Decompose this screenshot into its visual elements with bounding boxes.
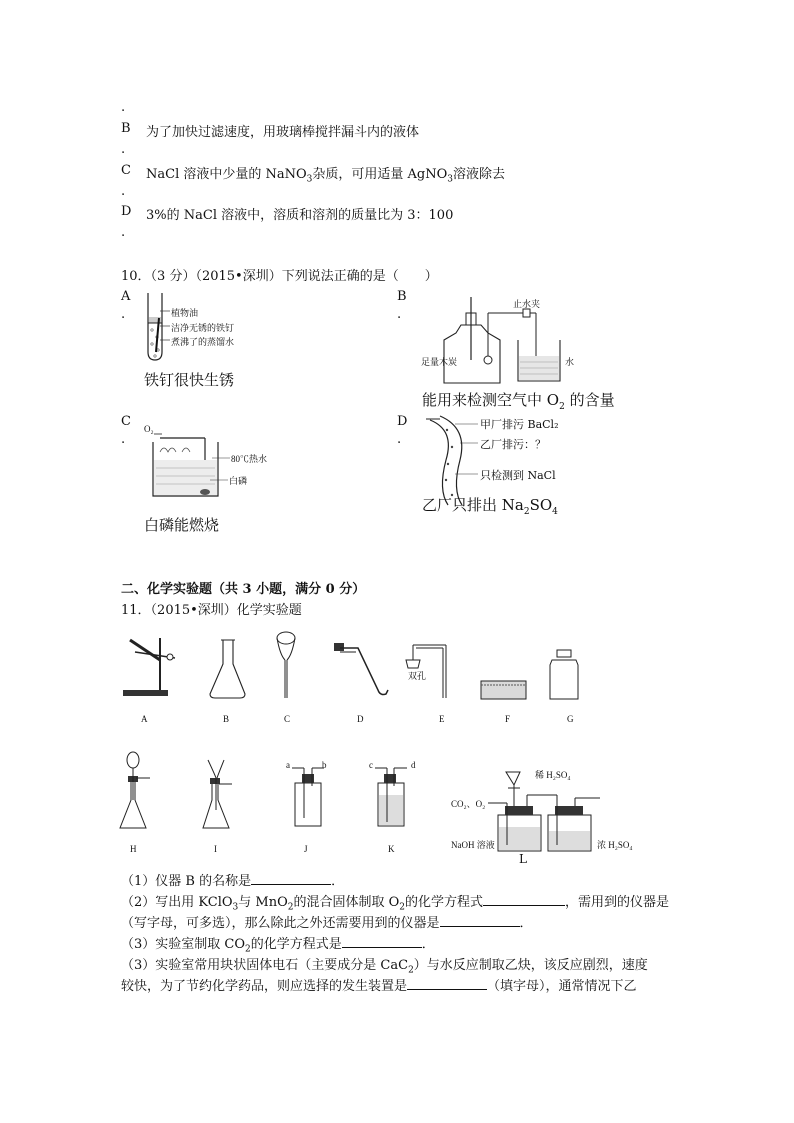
label-b: B [223,714,230,724]
d-label-plant-a: 甲厂排污 BaCl₂ [480,418,559,431]
q11-part2-line2: （写字母，可多选），那么除此之外还需要用到的仪器是 ． [121,916,533,931]
q10-a-letter: A [121,289,131,304]
label-e-double-hole: 双孔 [408,671,427,681]
q10-b-dot: . [397,307,402,322]
q10-b-letter: B [397,289,407,304]
option-d-text: 3%的 NaCl 溶液中，溶质和溶剂的质量比为 3：100 [146,208,454,223]
port-a: a [286,760,290,770]
label-h: H [130,844,137,854]
l-label-acid: 稀 H₂SO₄ [535,770,571,780]
option-c-letter: C [121,163,131,178]
port-d: d [411,760,416,770]
a-label-water: 煮沸了的蒸馏水 [171,337,235,347]
q11-stem: 11．（2015•深圳）化学实验题 [121,603,302,618]
b-label-clamp: 止水夹 [513,299,541,309]
apparatus-h-flask-funnel [120,752,150,828]
section-2-title: 二、化学实验题（共 3 小题，满分 0 分） [121,582,366,597]
figure-c-beaker [153,434,230,496]
apparatus-f-trough [481,681,526,699]
label-a: A [141,714,148,724]
option-dot: . [121,142,126,157]
d-label-detect: 只检测到 NaCl [480,469,556,482]
label-l: L [519,852,527,866]
label-g: G [567,714,574,724]
apparatus-k-wash-bottle [375,768,407,826]
label-i: I [214,844,217,854]
port-c: c [369,760,373,770]
c-label-hot-water: 80℃热水 [231,454,268,464]
q10-a-dot: . [121,307,126,322]
b-label-water: 水 [565,357,575,367]
apparatus-c-funnel [277,632,295,698]
q10-b-caption: 能用来检测空气中 $O_2$ 的含量 [422,391,615,412]
q10-c-letter: C [121,414,131,429]
l-label-gas: CO₂、O₂ [451,799,486,809]
label-e: E [439,714,445,724]
q10-d-letter: D [397,414,408,429]
apparatus-l-assembly [488,772,600,851]
q11-part4-line2: 较快，为了节约化学药品，则应选择的发生装置是 （填字母），通常情况下乙 [121,979,637,994]
option-dot: . [121,100,126,115]
q11-part2-line1: （2）写出用 KClO$_3$与 MnO$_2$的混合固体制取 $O_2$的化学方程式 ，需用到的仪器是 [121,895,670,913]
c-label-phosphorus: 白磷 [229,476,248,486]
q10-stem: 10．（3 分）（2015•深圳）下列说法正确的是（ ） [121,269,438,284]
apparatus-j-gas-bottle [292,768,324,826]
c-label-o2: O₂ [144,424,154,434]
q11-part1: （1）仪器 B 的名称是 ． [121,874,345,889]
q10-c-caption: 白磷能燃烧 [144,516,220,534]
port-b: b [322,760,327,770]
figure-d-river [426,416,478,505]
q11-part3: （3）实验室制取 $CO_2$的化学方程式是 ． [121,937,435,955]
q10-d-caption: 乙厂只排出 $Na_2SO_4$ [422,496,558,517]
option-dot: . [121,225,126,240]
a-label-oil: 植物油 [171,308,199,318]
option-dot: . [121,184,126,199]
b-label-carbon: 足量木炭 [421,357,458,367]
apparatus-b-conical-flask [210,640,245,698]
apparatus-a-iron-stand [123,638,175,696]
label-c: C [284,714,291,724]
option-b-letter: B [121,121,131,136]
apparatus-i-flask-funnel [203,760,232,828]
l-label-conc: 浓 H₂SO₄ [597,840,633,850]
label-f: F [505,714,511,724]
l-label-naoh: NaOH 溶液 [451,840,495,850]
figure-a-test-tube [148,293,170,360]
option-d-letter: D [121,204,132,219]
q10-a-caption: 铁钉很快生锈 [144,371,235,389]
figure-b-apparatus [444,297,560,383]
option-c-text: NaCl 溶液中少量的 NaNO$_3$杂质，可用适量 AgNO$_3$溶液除去 [146,167,506,185]
apparatus-d-bent-tube [334,643,388,695]
label-d: D [357,714,364,724]
q11-part4-line1: （3）实验室常用块状固体电石（主要成分是 CaC$_2$）与水反应制取乙炔，该反应剧烈，速度 [121,958,648,976]
label-j: J [304,844,308,854]
label-k: K [388,844,395,854]
option-b-text: 为了加快过滤速度，用玻璃棒搅拌漏斗内的液体 [146,125,420,140]
q10-c-dot: . [121,432,126,447]
a-label-nail: 洁净无锈的铁钉 [171,323,235,333]
d-label-plant-b: 乙厂排污：？ [480,438,546,451]
apparatus-g-jar [550,650,578,699]
q10-d-dot: . [397,432,402,447]
